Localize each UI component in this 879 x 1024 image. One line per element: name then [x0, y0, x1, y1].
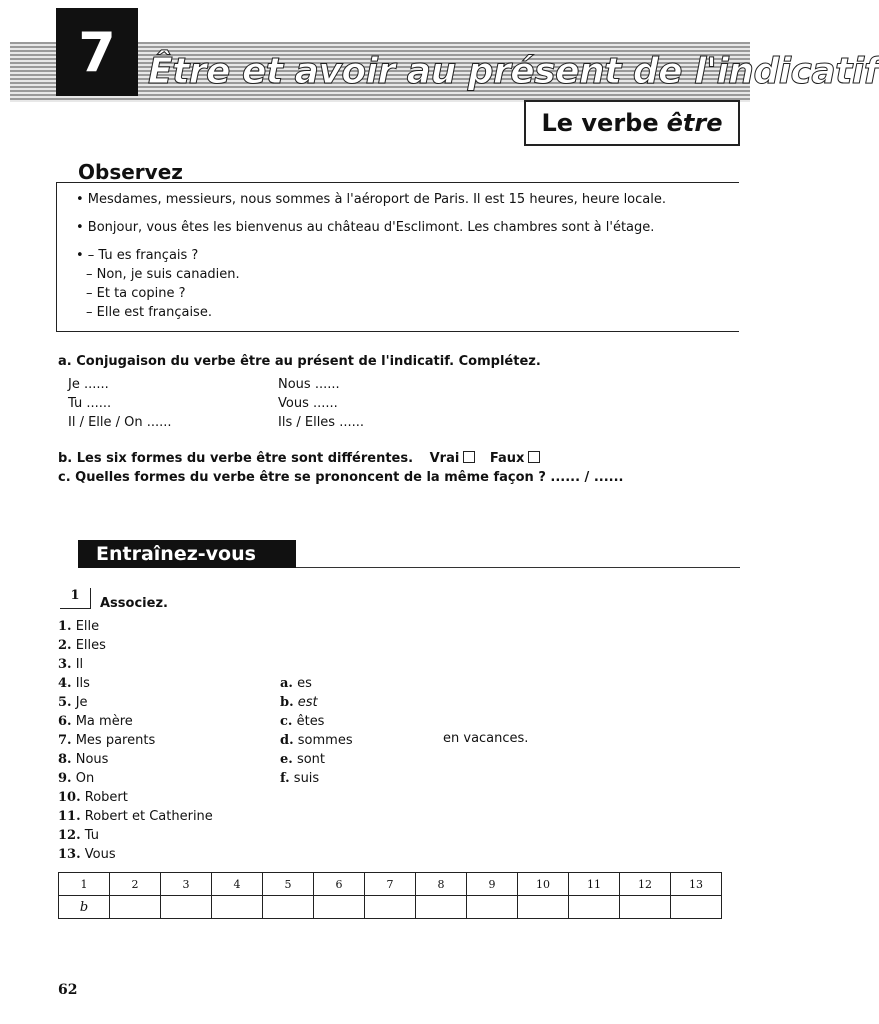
table-answer-cell[interactable] — [212, 896, 263, 919]
page-number: 62 — [58, 982, 78, 998]
table-header-cell: 12 — [620, 873, 671, 896]
table-header-row — [59, 873, 722, 896]
verb-option: b. est — [280, 695, 318, 710]
table-answer-cell[interactable] — [467, 896, 518, 919]
verb-option: e. sont — [280, 752, 326, 767]
table-header-cell: 8 — [416, 873, 467, 896]
exercise-a-question: a. Conjugaison du verbe être au présent de l'indicatif. Complétez. — [58, 354, 541, 369]
subject-item: 7. Mes parents — [58, 733, 156, 748]
subject-item: 6. Ma mère — [58, 714, 133, 729]
table-header-cell: 4 — [212, 873, 263, 896]
table-header-cell: 6 — [314, 873, 365, 896]
faux-checkbox[interactable] — [528, 451, 540, 463]
vrai-checkbox[interactable] — [463, 451, 475, 463]
table-header-cell: 2 — [110, 873, 161, 896]
table-header-cell: 10 — [518, 873, 569, 896]
entrainez-divider — [296, 567, 740, 568]
table-answer-cell[interactable] — [263, 896, 314, 919]
conj-vous: Vous ...... — [278, 396, 338, 411]
subject-item: 9. On — [58, 771, 95, 786]
subject-item: 8. Nous — [58, 752, 109, 767]
dialogue-line-3: – Et ta copine ? — [86, 286, 186, 301]
subject-item: 4. Ils — [58, 676, 90, 691]
subject-item: 13. Vous — [58, 847, 116, 862]
answer-table — [58, 872, 722, 919]
exercise-c-question: c. Quelles formes du verbe être se prononcent de la même façon ? ...... / ...... — [58, 470, 624, 485]
chapter-number: 7 — [56, 8, 138, 96]
table-answer-cell[interactable] — [110, 896, 161, 919]
table-answer-cell[interactable] — [569, 896, 620, 919]
verb-option: a. es — [280, 676, 312, 691]
observez-heading: Observez — [78, 160, 183, 184]
subject-item: 12. Tu — [58, 828, 99, 843]
table-answer-cell[interactable] — [518, 896, 569, 919]
dialogue-line-1: • – Tu es français ? — [76, 248, 199, 263]
table-header-cell: 13 — [671, 873, 722, 896]
vrai-label: Vrai — [429, 451, 460, 466]
subject-item: 1. Elle — [58, 619, 100, 634]
observez-line-2: • Bonjour, vous êtes les bienvenus au château d'Esclimont. Les chambres sont à l'étage. — [76, 220, 655, 235]
table-header-cell: 9 — [467, 873, 518, 896]
conj-il-elle-on: Il / Elle / On ...... — [68, 415, 172, 430]
conj-ils-elles: Ils / Elles ...... — [278, 415, 364, 430]
lesson-title — [524, 100, 740, 146]
verb-option: c. êtes — [280, 714, 325, 729]
exercise-b-question: b. Les six formes du verbe être sont différentes. — [58, 451, 414, 466]
conj-nous: Nous ...... — [278, 377, 340, 392]
table-header-cell: 1 — [59, 873, 110, 896]
table-answer-cell[interactable] — [314, 896, 365, 919]
exercise-instruction: Associez. — [100, 596, 168, 611]
table-answer-cell[interactable] — [671, 896, 722, 919]
verb-option: f. suis — [280, 771, 320, 786]
subject-item: 10. Robert — [58, 790, 128, 805]
table-answer-cell[interactable] — [620, 896, 671, 919]
lesson-title-verb: être — [666, 109, 723, 137]
faux-label: Faux — [489, 451, 525, 466]
table-header-cell: 5 — [263, 873, 314, 896]
subject-item: 2. Elles — [58, 638, 106, 653]
table-answer-cell[interactable] — [365, 896, 416, 919]
observez-line-1: • Mesdames, messieurs, nous sommes à l'aéroport de Paris. Il est 15 heures, heure locale. — [76, 192, 666, 207]
verb-option: d. sommes — [280, 733, 353, 748]
exercise-number: 1 — [60, 588, 91, 609]
table-answer-cell[interactable] — [161, 896, 212, 919]
table-answer-cell[interactable]: b — [59, 896, 110, 919]
dialogue-line-4: – Elle est française. — [86, 305, 212, 320]
subject-item: 11. Robert et Catherine — [58, 809, 213, 824]
table-header-cell: 11 — [569, 873, 620, 896]
entrainez-heading: Entraînez-vous — [78, 540, 296, 568]
conj-je: Je ...... — [68, 377, 109, 392]
lesson-title-prefix: Le verbe — [541, 109, 659, 137]
table-header-cell: 7 — [365, 873, 416, 896]
conj-tu: Tu ...... — [68, 396, 112, 411]
subject-item: 3. Il — [58, 657, 84, 672]
subject-item: 5. Je — [58, 695, 88, 710]
table-header-cell: 3 — [161, 873, 212, 896]
dialogue-line-2: – Non, je suis canadien. — [86, 267, 240, 282]
chapter-title: Être et avoir au présent de l'indicatif — [148, 51, 879, 92]
sentence-suffix: en vacances. — [443, 731, 529, 746]
table-answer-cell[interactable] — [416, 896, 467, 919]
exercise-b — [58, 451, 540, 466]
table-answer-row — [59, 896, 722, 919]
